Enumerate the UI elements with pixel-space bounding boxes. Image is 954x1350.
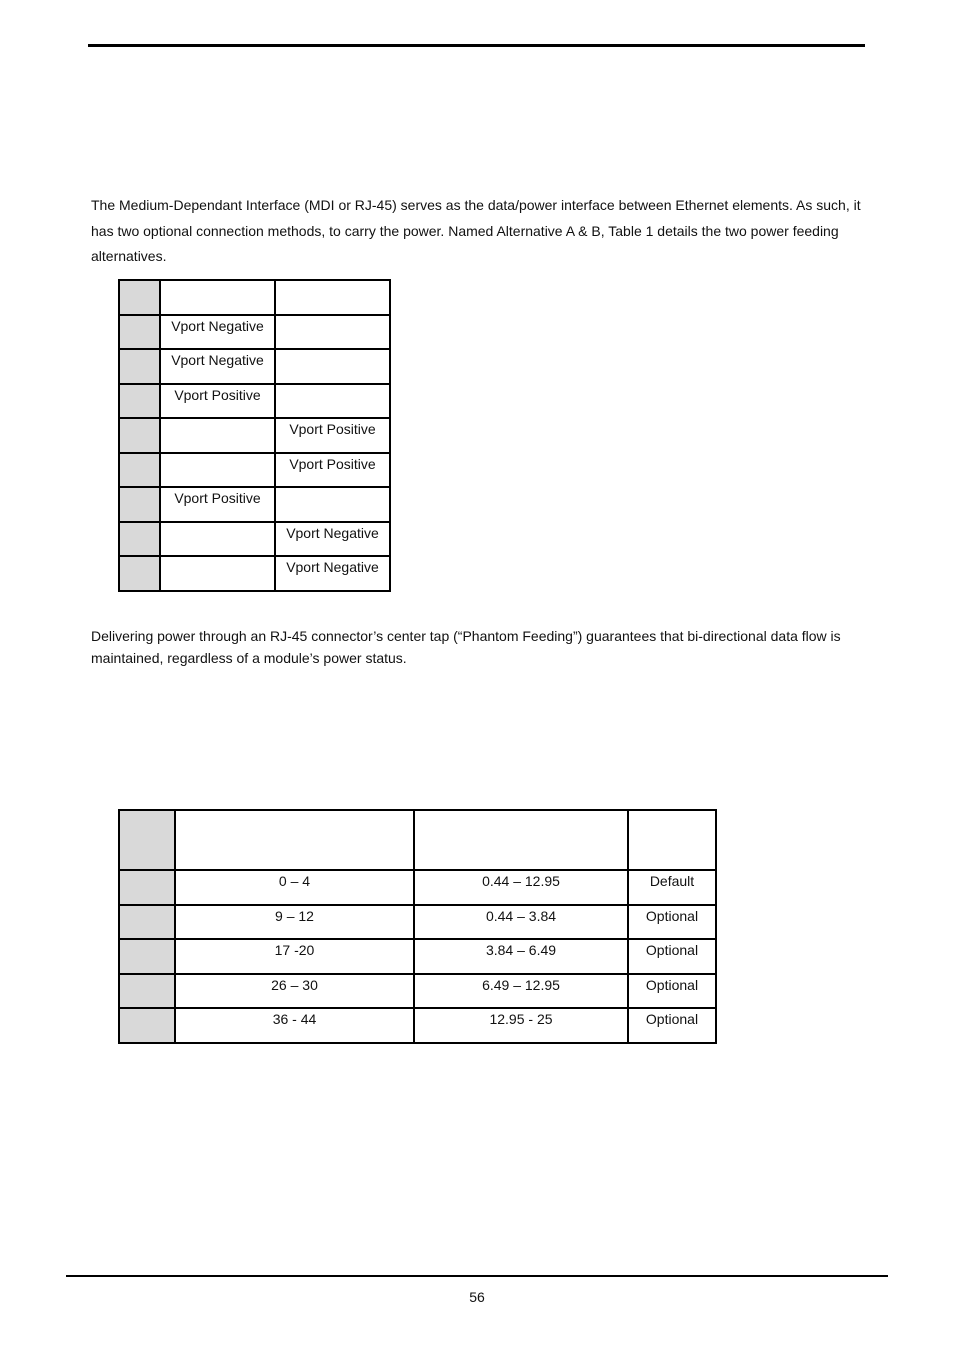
page-number: 56	[469, 1289, 485, 1305]
usage-cell: Optional	[628, 974, 716, 1009]
header-cell	[628, 810, 716, 870]
current-cell: 36 - 44	[175, 1008, 414, 1043]
intro-paragraph: The Medium-Dependant Interface (MDI or RJ-45) serves as the data/power interface between Ethernet elements. As such, it has two optional connection methods, to carry the power. Named Alternative A & B, Table 1 details the two power feeding alternatives.	[91, 197, 861, 264]
alt-a-cell: Vport Negative	[160, 315, 275, 350]
power-cell: 0.44 – 3.84	[414, 905, 628, 940]
pin-cell	[119, 487, 160, 522]
current-cell: 17 -20	[175, 939, 414, 974]
table-header-row	[119, 280, 390, 315]
table-row	[119, 870, 716, 905]
header-rule	[88, 44, 865, 47]
table-row	[119, 1008, 716, 1043]
header-cell	[275, 280, 390, 315]
classification-table	[118, 809, 717, 1044]
class-cell	[119, 905, 175, 940]
table-header-row	[119, 810, 716, 870]
usage-cell: Optional	[628, 905, 716, 940]
alt-b-cell	[275, 487, 390, 522]
alt-b-cell: Vport Negative	[275, 522, 390, 557]
table-row	[119, 487, 390, 522]
table-row	[119, 974, 716, 1009]
table-row	[119, 418, 390, 453]
alt-a-cell: Vport Positive	[160, 487, 275, 522]
pin-cell	[119, 453, 160, 488]
power-cell: 3.84 – 6.49	[414, 939, 628, 974]
current-cell: 0 – 4	[175, 870, 414, 905]
pin-cell	[119, 522, 160, 557]
alt-a-cell	[160, 453, 275, 488]
pin-cell	[119, 349, 160, 384]
current-cell: 9 – 12	[175, 905, 414, 940]
header-cell	[414, 810, 628, 870]
usage-cell: Optional	[628, 1008, 716, 1043]
alt-b-cell: Vport Positive	[275, 453, 390, 488]
pin-cell	[119, 384, 160, 419]
class-cell	[119, 870, 175, 905]
alt-a-cell: Vport Negative	[160, 349, 275, 384]
power-cell: 0.44 – 12.95	[414, 870, 628, 905]
header-cell	[160, 280, 275, 315]
footer-rule	[66, 1275, 888, 1277]
phantom-feeding-paragraph: Delivering power through an RJ-45 connector’s center tap (“Phantom Feeding”) guarantees that bi-directional data flow is maintained, regardless of a module’s power status.	[91, 628, 841, 666]
header-cell	[119, 280, 160, 315]
pin-cell	[119, 556, 160, 591]
table-row	[119, 315, 390, 350]
table-row	[119, 453, 390, 488]
class-cell	[119, 974, 175, 1009]
alt-b-cell: Vport Negative	[275, 556, 390, 591]
power-feeding-table	[118, 279, 391, 592]
class-cell	[119, 1008, 175, 1043]
current-cell: 26 – 30	[175, 974, 414, 1009]
pin-cell	[119, 315, 160, 350]
header-cell	[119, 810, 175, 870]
table-row	[119, 556, 390, 591]
alt-b-cell	[275, 384, 390, 419]
alt-a-cell	[160, 418, 275, 453]
power-cell: 6.49 – 12.95	[414, 974, 628, 1009]
alt-a-cell: Vport Positive	[160, 384, 275, 419]
alt-b-cell	[275, 315, 390, 350]
table-row	[119, 349, 390, 384]
table-row	[119, 522, 390, 557]
table-row	[119, 905, 716, 940]
table-row	[119, 939, 716, 974]
alt-a-cell	[160, 522, 275, 557]
header-cell	[175, 810, 414, 870]
class-cell	[119, 939, 175, 974]
usage-cell: Optional	[628, 939, 716, 974]
alt-b-cell: Vport Positive	[275, 418, 390, 453]
alt-a-cell	[160, 556, 275, 591]
pin-cell	[119, 418, 160, 453]
usage-cell: Default	[628, 870, 716, 905]
alt-b-cell	[275, 349, 390, 384]
power-cell: 12.95 - 25	[414, 1008, 628, 1043]
table-row	[119, 384, 390, 419]
